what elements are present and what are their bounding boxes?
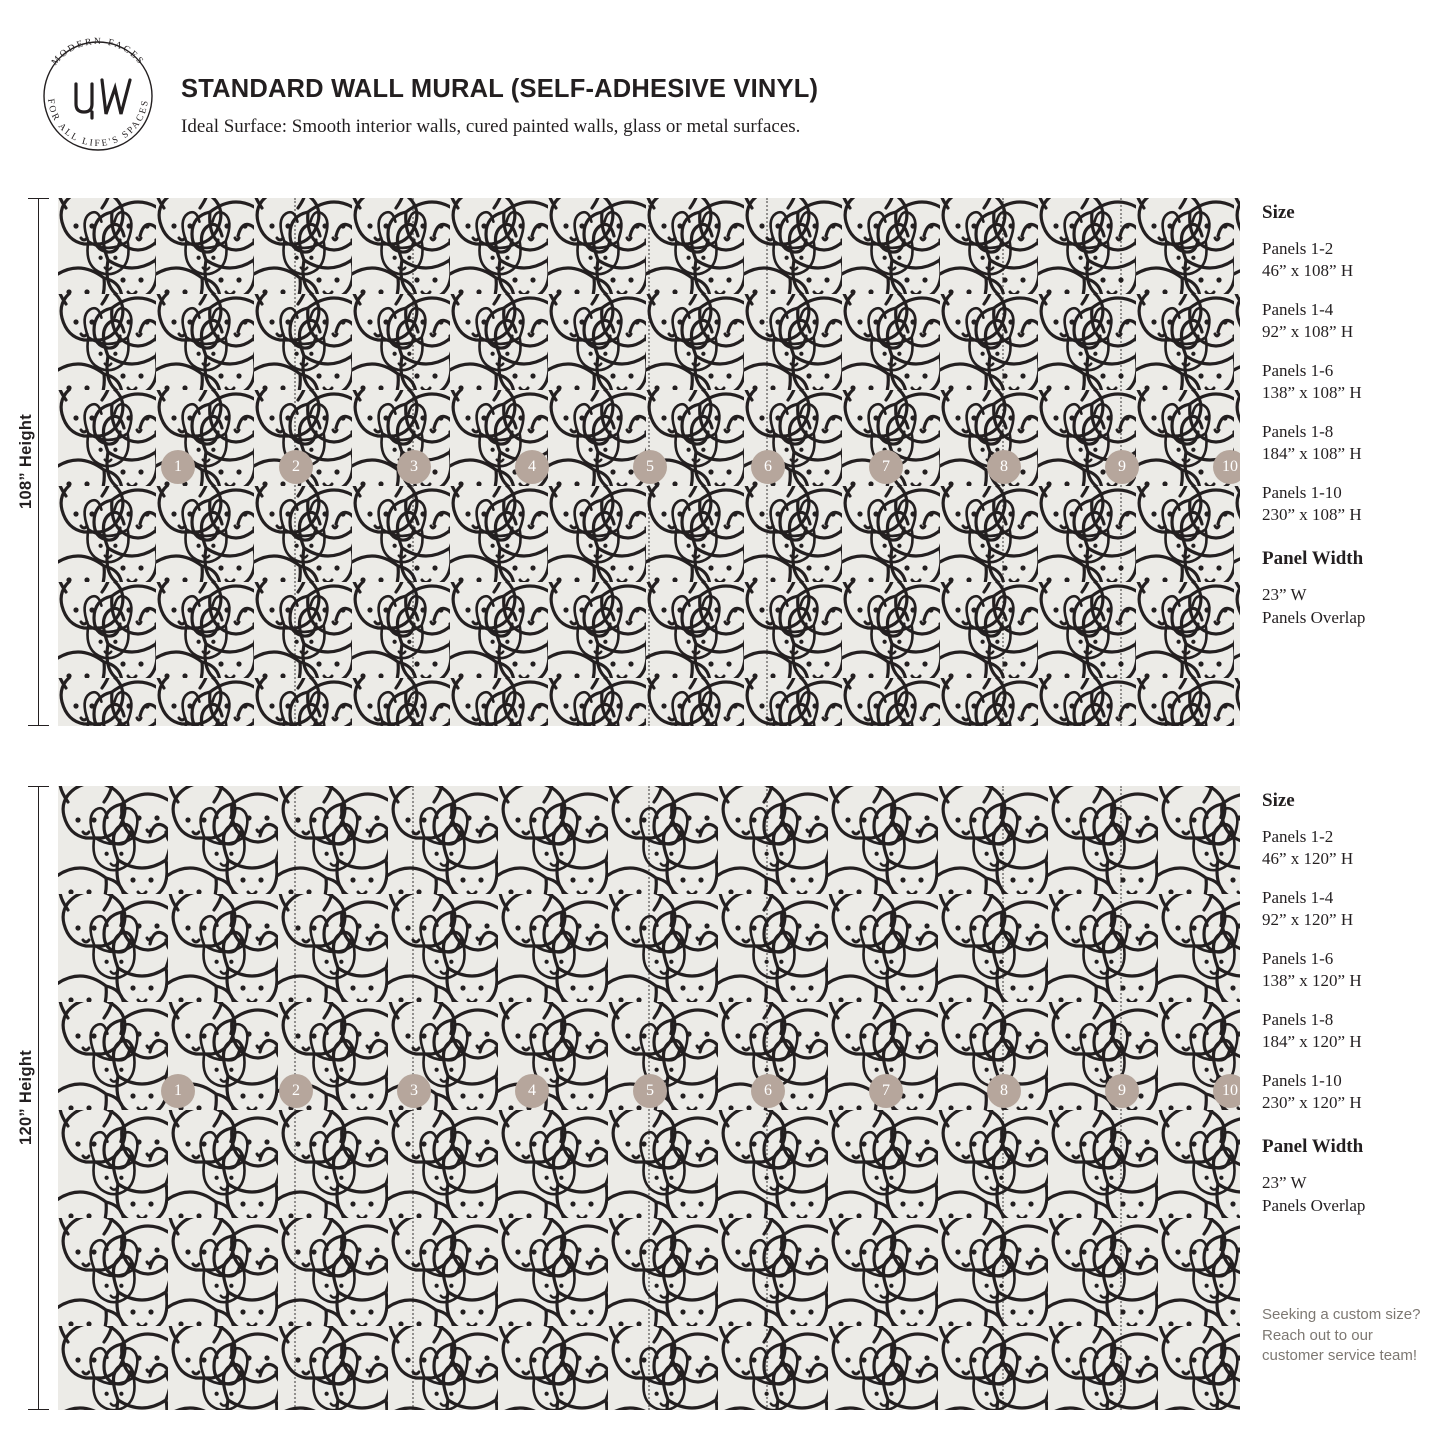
panel-badge-7: 7 [869,1074,903,1108]
page-subtitle: Ideal Surface: Smooth interior walls, cured painted walls, glass or metal surfaces. [181,116,801,137]
panel-width-heading: Panel Width [1262,1136,1364,1158]
page-title: STANDARD WALL MURAL (SELF-ADHESIVE VINYL) [181,75,819,103]
size-row-panels: Panels 1-6 [1262,948,1334,968]
height-rule-120 [38,786,39,1410]
panel-badge-6: 6 [751,450,785,484]
height-label-120: 120” Height [17,1050,35,1145]
height-rule-cap-bottom [28,725,49,726]
size-row-panels: Panels 1-6 [1262,360,1334,380]
size-info-108 [1262,202,1432,629]
mural-preview-108 [58,198,1240,726]
panel-badge-5: 5 [633,1074,667,1108]
size-row-dims: 138” x 108” H [1262,383,1362,403]
panel-badge-3: 3 [397,1074,431,1108]
panel-overlap-note: Panels Overlap [1262,607,1366,627]
size-row-panels: Panels 1-8 [1262,1009,1334,1029]
panel-badge-5: 5 [633,450,667,484]
size-row-dims: 92” x 120” H [1262,910,1354,930]
size-row [1262,948,1432,993]
size-row-dims: 184” x 120” H [1262,1032,1362,1052]
svg-text:MODERN FACES: MODERN FACES [50,36,146,68]
size-row [1262,1009,1432,1054]
height-rule-108 [38,198,39,726]
size-row-panels: Panels 1-4 [1262,299,1334,319]
custom-size-note: Seeking a custom size? Reach out to our customer service team! [1262,1306,1421,1365]
size-row [1262,238,1432,283]
height-rule-cap-top [28,786,49,787]
mural-block-108 [0,198,1440,726]
height-label-108: 108” Height [17,414,35,509]
size-row-dims: 46” x 108” H [1262,261,1354,281]
panel-badge-4: 4 [515,450,549,484]
size-row-dims: 92” x 108” H [1262,322,1354,342]
size-row-dims: 230” x 120” H [1262,1092,1362,1112]
size-info-120 [1262,790,1432,1217]
panel-width-value [1262,584,1432,629]
size-row-panels: Panels 1-2 [1262,239,1334,258]
size-heading: Size [1262,202,1295,223]
panel-width-value [1262,1172,1432,1217]
size-row-panels: Panels 1-10 [1262,482,1342,502]
panel-badge-3: 3 [397,450,431,484]
size-row [1262,482,1432,527]
size-row [1262,360,1432,405]
page-header [0,0,1440,190]
mural-block-120 [0,786,1440,1410]
panel-badge-8: 8 [987,450,1021,484]
svg-text:FOR ALL LIFE'S SPACES: FOR ALL LIFE'S SPACES [44,98,152,150]
size-row-panels: Panels 1-10 [1262,1070,1342,1090]
size-row-dims: 230” x 108” H [1262,504,1362,524]
size-row-dims: 138” x 120” H [1262,971,1362,991]
panel-width-heading: Panel Width [1262,548,1364,570]
size-row-panels: Panels 1-4 [1262,887,1334,907]
size-row-panels: Panels 1-2 [1262,827,1334,846]
panel-badge-1: 1 [161,1074,195,1108]
panel-badge-10: 10 [1213,1074,1240,1108]
panel-width-w: 23” W [1262,1173,1307,1193]
panel-badge-10: 10 [1213,450,1240,484]
size-row [1262,826,1432,871]
size-row-dims: 46” x 120” H [1262,849,1354,869]
panel-badge-9: 9 [1105,450,1139,484]
uw-monogram-logo [24,22,172,170]
size-row-panels: Panels 1-8 [1262,421,1334,441]
size-row [1262,421,1432,466]
panel-badge-8: 8 [987,1074,1021,1108]
panel-overlap-note: Panels Overlap [1262,1195,1366,1215]
panel-badge-2: 2 [279,450,313,484]
height-rule-cap-bottom [28,1409,49,1410]
panel-badge-4: 4 [515,1074,549,1108]
panel-badge-9: 9 [1105,1074,1139,1108]
panel-badge-7: 7 [869,450,903,484]
panel-width-w: 23” W [1262,585,1307,605]
panel-badge-1: 1 [161,450,195,484]
size-row [1262,1070,1432,1115]
height-rule-cap-top [28,198,49,199]
size-heading: Size [1262,790,1295,811]
size-row-dims: 184” x 108” H [1262,444,1362,464]
mural-preview-120 [58,786,1240,1410]
panel-badge-2: 2 [279,1074,313,1108]
size-row [1262,887,1432,932]
panel-badge-6: 6 [751,1074,785,1108]
size-row [1262,299,1432,344]
